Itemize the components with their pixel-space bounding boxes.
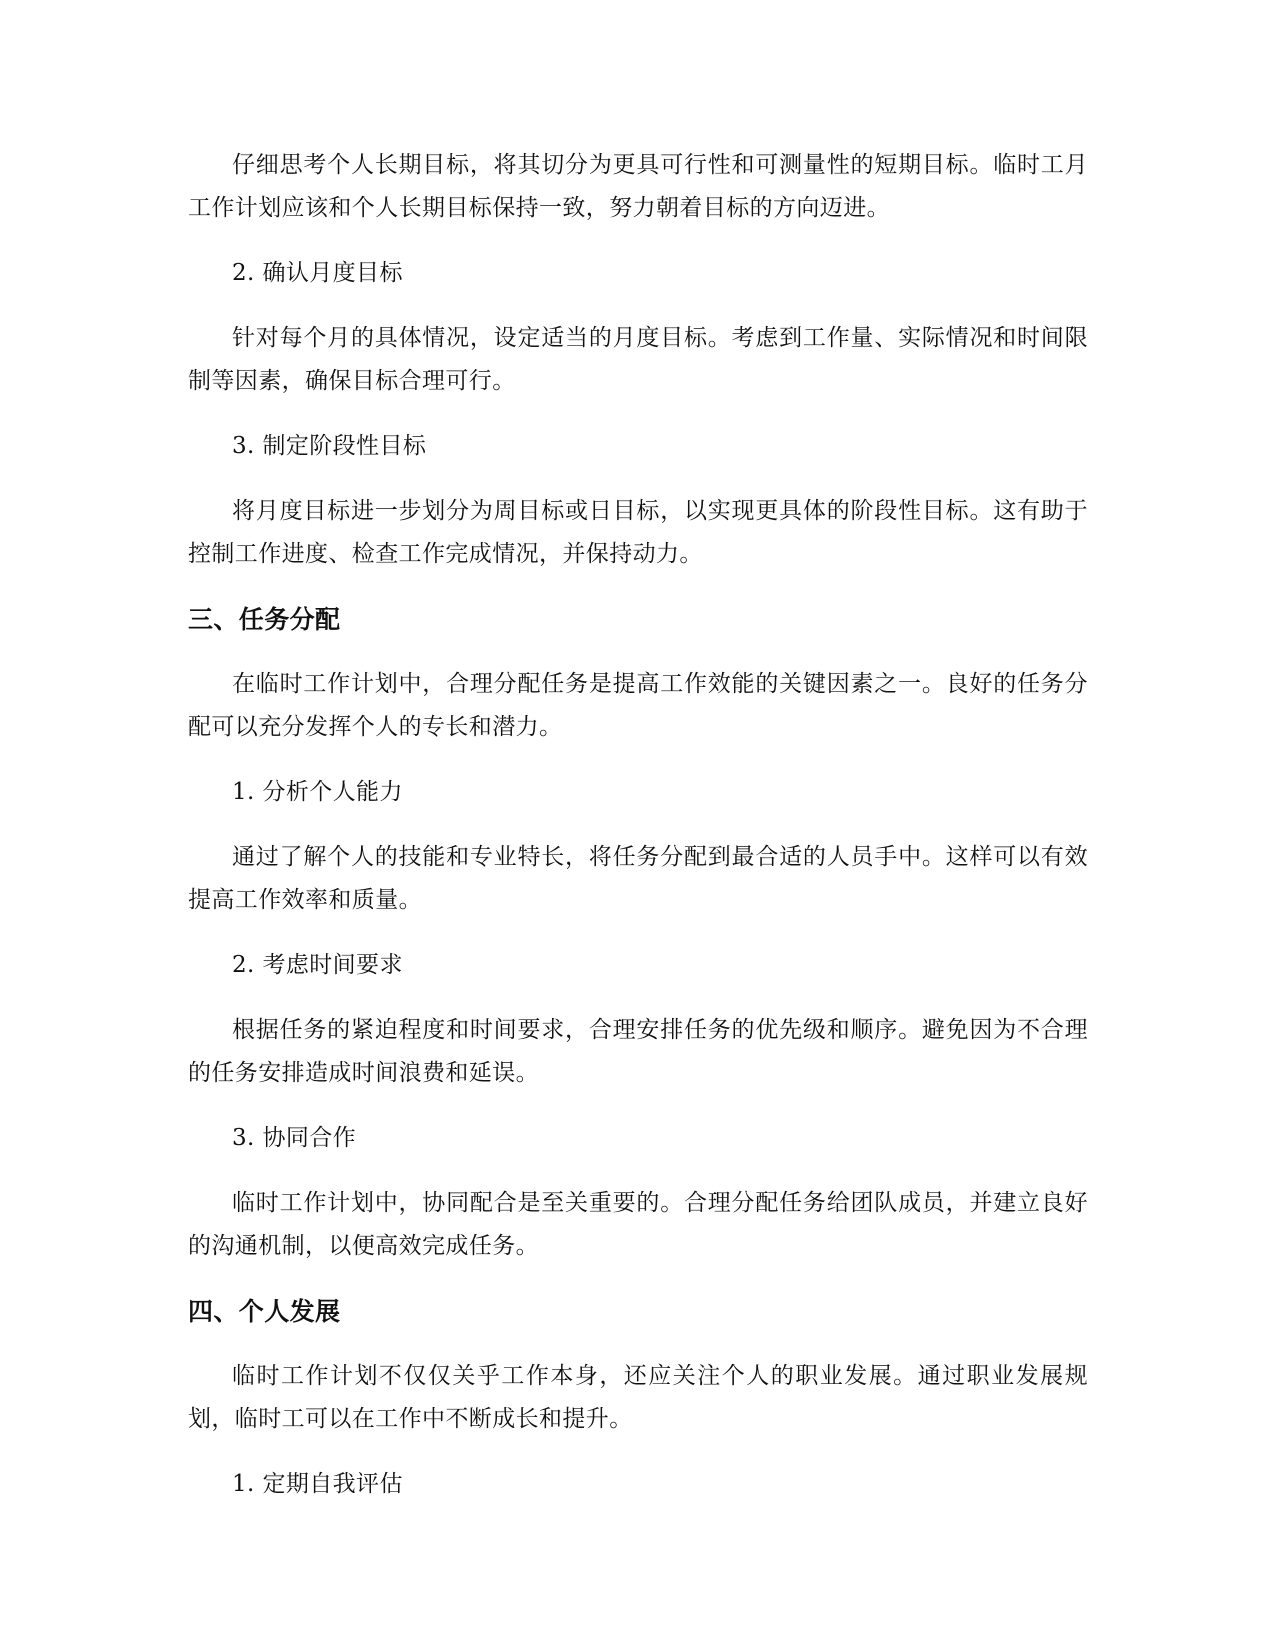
paragraph: 在临时工作计划中，合理分配任务是提高工作效能的关键因素之一。良好的任务分配可以充分发挥个人的专长和潜力。	[188, 671, 1088, 740]
paragraph: 临时工作计划不仅仅关乎工作本身，还应关注个人的职业发展。通过职业发展规划，临时工可以在工作中不断成长和提升。	[188, 1363, 1088, 1432]
document-body	[188, 144, 1088, 1528]
paragraph: 仔细思考个人长期目标，将其切分为更具可行性和可测量性的短期目标。临时工月工作计划应该和个人长期目标保持一致，努力朝着目标的方向迈进。	[188, 152, 1088, 221]
paragraph: 通过了解个人的技能和专业特长，将任务分配到最合适的人员手中。这样可以有效提高工作效率和质量。	[188, 844, 1088, 913]
list-item: 3. 制定阶段性目标	[232, 433, 427, 459]
list-item: 3. 协同合作	[232, 1125, 357, 1151]
section-heading: 三、任务分配	[188, 605, 341, 634]
list-item: 1. 定期自我评估	[232, 1471, 403, 1497]
paragraph: 根据任务的紧迫程度和时间要求，合理安排任务的优先级和顺序。避免因为不合理的任务安排造成时间浪费和延误。	[188, 1017, 1088, 1086]
list-item: 2. 考虑时间要求	[232, 952, 403, 978]
paragraph: 临时工作计划中，协同配合是至关重要的。合理分配任务给团队成员，并建立良好的沟通机制，以便高效完成任务。	[188, 1190, 1088, 1259]
list-item: 1. 分析个人能力	[232, 779, 403, 805]
paragraph: 将月度目标进一步划分为周目标或日目标，以实现更具体的阶段性目标。这有助于控制工作进度、检查工作完成情况，并保持动力。	[188, 498, 1088, 567]
section-heading: 四、个人发展	[188, 1297, 341, 1326]
paragraph: 针对每个月的具体情况，设定适当的月度目标。考虑到工作量、实际情况和时间限制等因素，确保目标合理可行。	[188, 325, 1088, 394]
list-item: 2. 确认月度目标	[232, 260, 403, 286]
